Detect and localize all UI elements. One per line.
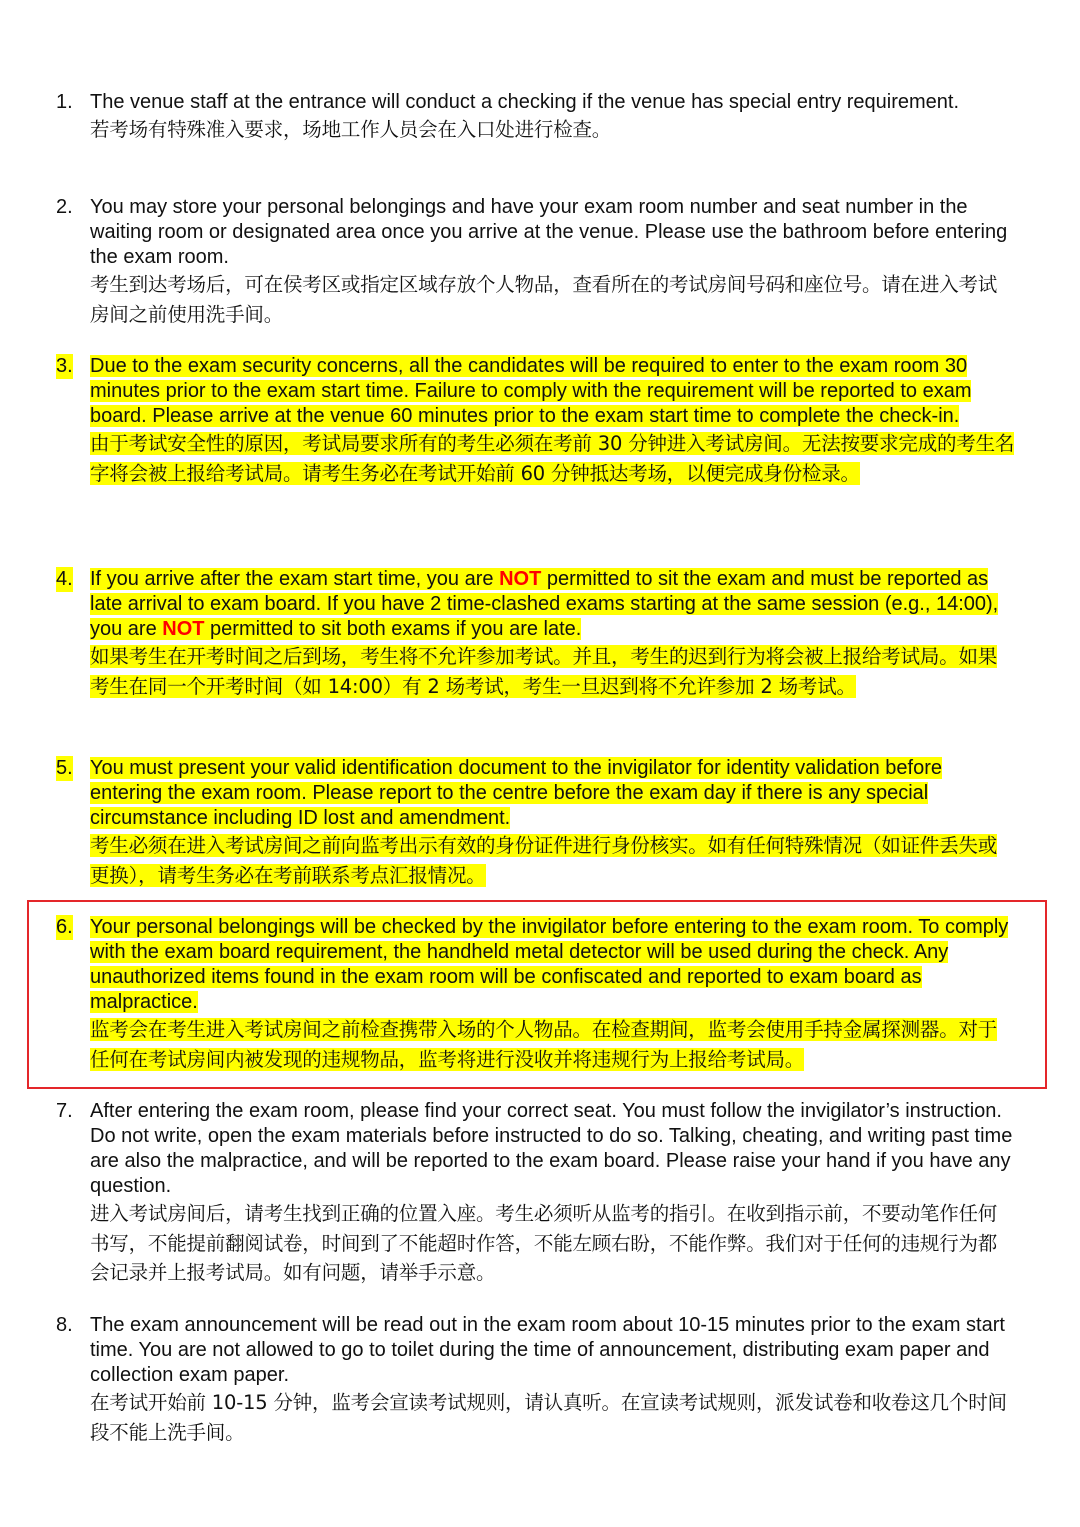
item-number: 4.	[56, 568, 73, 590]
rule-item-2	[56, 195, 1016, 329]
item-number: 2.	[56, 196, 73, 218]
item-text-en: You must present your valid identification document to the invigilator for identity validation before entering the exam room. Please report to the centre before the exam day if there is any special circumstance including ID lost and amendment.	[90, 757, 942, 829]
item-text-zh: 进入考试房间后，请考生找到正确的位置入座。考生必须听从监考的指引。在收到指示前，不要动笔作任何书写，不能提前翻阅试卷，时间到了不能超时作答，不能左顾右盼，不能作弊。我们对于任何的违规行为都会记录并上报考试局。如有问题，请举手示意。	[90, 1202, 998, 1284]
rule-item-4	[56, 567, 1016, 701]
item-text-en: Your personal belongings will be checked by the invigilator before entering to the exam room. To comply with the exam board requirement, the handheld metal detector will be used during the check. Any unauthorized items found in the exam room will be confiscated and reported to exam board as malpractice.	[90, 916, 1009, 1013]
item-number: 6.	[56, 916, 73, 938]
item-text-en: After entering the exam room, please find your correct seat. You must follow the invigilator’s instruction. Do not write, open the exam materials before instructed to do so. Talking, cheating, and writing past time are also the malpractice, and will be reported to the exam board. Please raise your hand if you have any question.	[90, 1100, 1013, 1197]
item-text-en: The venue staff at the entrance will conduct a checking if the venue has special entry requirement.	[90, 91, 960, 113]
item-text-zh: 如果考生在开考时间之后到场，考生将不允许参加考试。并且，考生的迟到行为将会被上报给考试局。如果考生在同一个开考时间（如 14:00）有 2 场考试，考生一旦迟到将不允许参加 2 场考试。	[90, 645, 998, 698]
item-text-en: Due to the exam security concerns, all the candidates will be required to enter to the exam room 30 minutes prior to the exam start time. Failure to comply with the requirement will be reported to exam board. Please arrive at the venue 60 minutes prior to the exam start time to complete the check-in.	[90, 355, 972, 427]
item-text-en: You may store your personal belongings and have your exam room number and seat number in the waiting room or designated area once you arrive at the venue. Please use the bathroom before entering the exam room.	[90, 196, 1008, 268]
rule-item-6	[56, 915, 1016, 1074]
not-emphasis: NOT	[499, 568, 542, 590]
item-number: 8.	[56, 1314, 73, 1336]
item-text-zh: 监考会在考生进入考试房间之前检查携带入场的个人物品。在检查期间，监考会使用手持金属探测器。对于任何在考试房间内被发现的违规物品，监考将进行没收并将违规行为上报给考试局。	[90, 1018, 998, 1071]
rule-item-8	[56, 1313, 1016, 1447]
item-number: 7.	[56, 1100, 73, 1122]
not-emphasis: NOT	[162, 618, 205, 640]
rule-item-1	[56, 90, 1016, 145]
item-text-zh: 考生到达考场后，可在侯考区或指定区域存放个人物品，查看所在的考试房间号码和座位号。请在进入考试房间之前使用洗手间。	[90, 273, 998, 326]
item-number: 3.	[56, 355, 73, 377]
item-text-zh: 由于考试安全性的原因，考试局要求所有的考生必须在考前 30 分钟进入考试房间。无法按要求完成的考生名字将会被上报给考试局。请考生务必在考试开始前 60 分钟抵达考场，以便完成身份检录。	[90, 432, 1015, 485]
rule-item-7	[56, 1099, 1016, 1288]
item-number: 1.	[56, 91, 73, 113]
item-number: 5.	[56, 757, 73, 779]
item-text-en: The exam announcement will be read out in the exam room about 10-15 minutes prior to the exam start time. You are not allowed to go to toilet during the time of announcement, distributing exam paper and collection exam paper.	[90, 1314, 1005, 1386]
item-text-zh: 在考试开始前 10-15 分钟，监考会宣读考试规则，请认真听。在宣读考试规则，派发试卷和收卷这几个时间段不能上洗手间。	[90, 1391, 1007, 1444]
item-text-en: If you arrive after the exam start time, you are NOT permitted to sit the exam and must be reported as late arrival to exam board. If you have 2 time-clashed exams starting at the same session (e.g., 14:00), you are NOT permitted to sit both exams if you are late.	[90, 568, 999, 640]
item-text-zh: 考生必须在进入考试房间之前向监考出示有效的身份证件进行身份核实。如有任何特殊情况（如证件丢失或更换），请考生务必在考前联系考点汇报情况。	[90, 834, 998, 887]
rule-item-3	[56, 354, 1016, 488]
item-text-zh: 若考场有特殊准入要求，场地工作人员会在入口处进行检查。	[90, 118, 612, 141]
rule-item-5	[56, 756, 1016, 890]
